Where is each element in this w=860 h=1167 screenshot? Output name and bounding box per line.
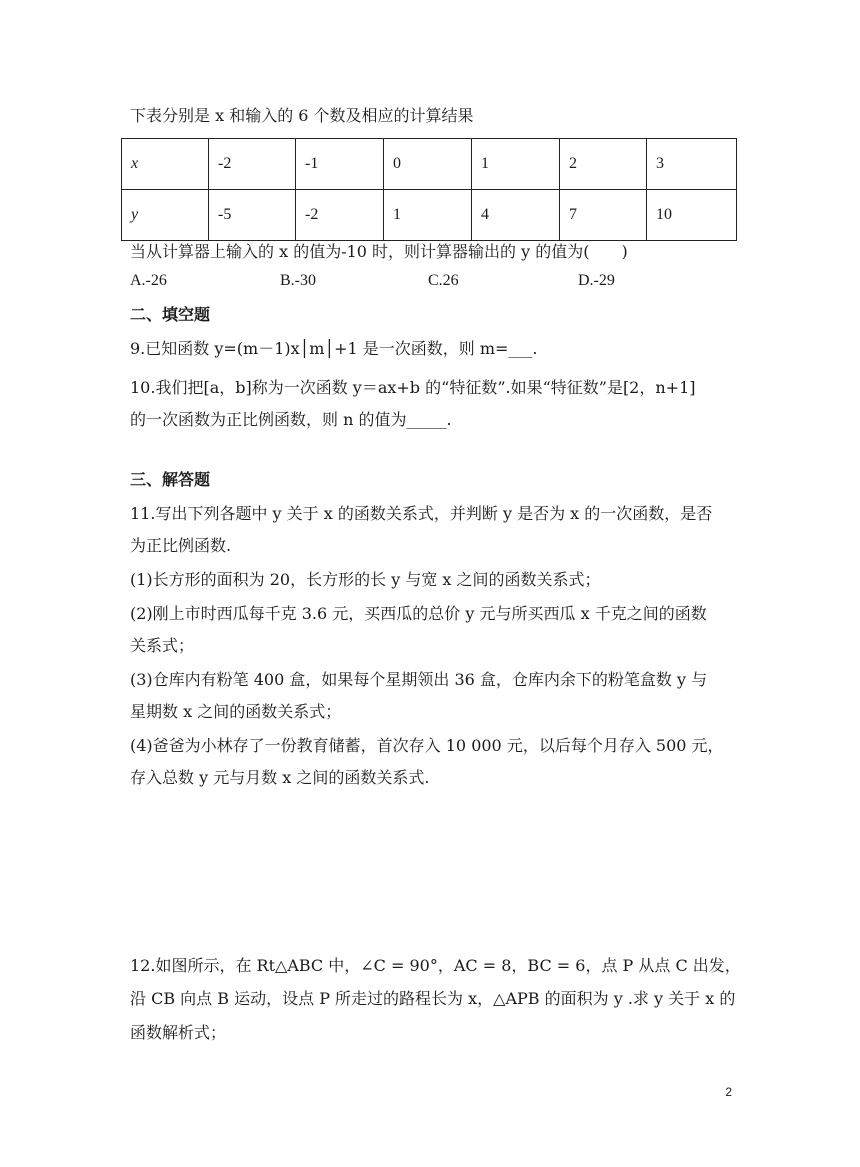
question-11-part-3-line-1: (3)仓库内有粉笔 400 盒，如果每个星期领出 36 盒，仓库内余下的粉笔盒数 y 与 [130, 670, 708, 689]
option-b: B.-30 [280, 272, 316, 289]
table-cell: -1 [296, 139, 384, 190]
table-cell: 1 [384, 190, 472, 241]
table-cell: -2 [209, 139, 296, 190]
table-cell: 7 [560, 190, 647, 241]
question-11-part-1: (1)长方形的面积为 20，长方形的长 y 与宽 x 之间的函数关系式； [130, 570, 601, 589]
question-9-text: 9.已知函数 y=(m－1)x│m│+1 是一次函数，则 m=___. [130, 339, 538, 358]
table-cell: 10 [647, 190, 737, 241]
option-a: A.-26 [130, 272, 167, 289]
option-d: D.-29 [578, 272, 615, 289]
section-2-heading: 二、填空题 [130, 305, 211, 324]
table-cell: -5 [209, 190, 296, 241]
table-cell: 4 [472, 190, 560, 241]
value-table [121, 138, 737, 241]
question-12-line-1: 12.如图所示，在 Rt△ABC 中，∠C = 90°，AC = 8，BC = 6，点 P 从点 C 出发， [130, 956, 741, 975]
question-11-line-2: 为正比例函数. [130, 536, 232, 555]
question-8-text: 当从计算器上输入的 x 的值为-10 时，则计算器输出的 y 的值为( ) [130, 242, 628, 261]
table-header-cell: x [122, 139, 209, 190]
question-10-line-2: 的一次函数为正比例函数，则 n 的值为_____. [130, 410, 452, 429]
table-cell: -2 [296, 190, 384, 241]
question-11-part-4-line-1: (4)爸爸为小林存了一份教育储蓄，首次存入 10 000 元，以后每个月存入 500 元， [130, 736, 724, 755]
page-number: 2 [725, 1085, 732, 1099]
table-cell: 3 [647, 139, 737, 190]
section-3-heading: 三、解答题 [130, 470, 211, 489]
question-11-part-2-line-2: 关系式； [130, 636, 195, 655]
table-header-cell: y [122, 190, 209, 241]
question-11-part-2-line-1: (2)刚上市时西瓜每千克 3.6 元，买西瓜的总价 y 元与所买西瓜 x 千克之间的函数 [130, 604, 707, 623]
question-11-part-4-line-2: 存入总数 y 元与月数 x 之间的函数关系式. [130, 768, 430, 787]
table-cell: 1 [472, 139, 560, 190]
table-intro-text: 下表分别是 x 和输入的 6 个数及相应的计算结果 [130, 106, 474, 125]
table-cell: 2 [560, 139, 647, 190]
table-row-y [122, 190, 737, 241]
question-12-line-2: 沿 CB 向点 B 运动，设点 P 所走过的路程长为 x，△APB 的面积为 y .求 y 关于 x 的 [130, 989, 736, 1008]
table-row-x [122, 139, 737, 190]
answer-options [130, 272, 730, 294]
question-11-line-1: 11.写出下列各题中 y 关于 x 的函数关系式，并判断 y 是否为 x 的一次函数，是否 [130, 504, 713, 523]
question-10-line-1: 10.我们把[a，b]称为一次函数 y＝ax+b 的“特征数”.如果“特征数”是[2，n+1] [130, 378, 696, 397]
question-12-line-3: 函数解析式； [130, 1023, 227, 1042]
option-c: C.26 [428, 272, 459, 289]
question-11-part-3-line-2: 星期数 x 之间的函数关系式； [130, 702, 342, 721]
table-cell: 0 [384, 139, 472, 190]
